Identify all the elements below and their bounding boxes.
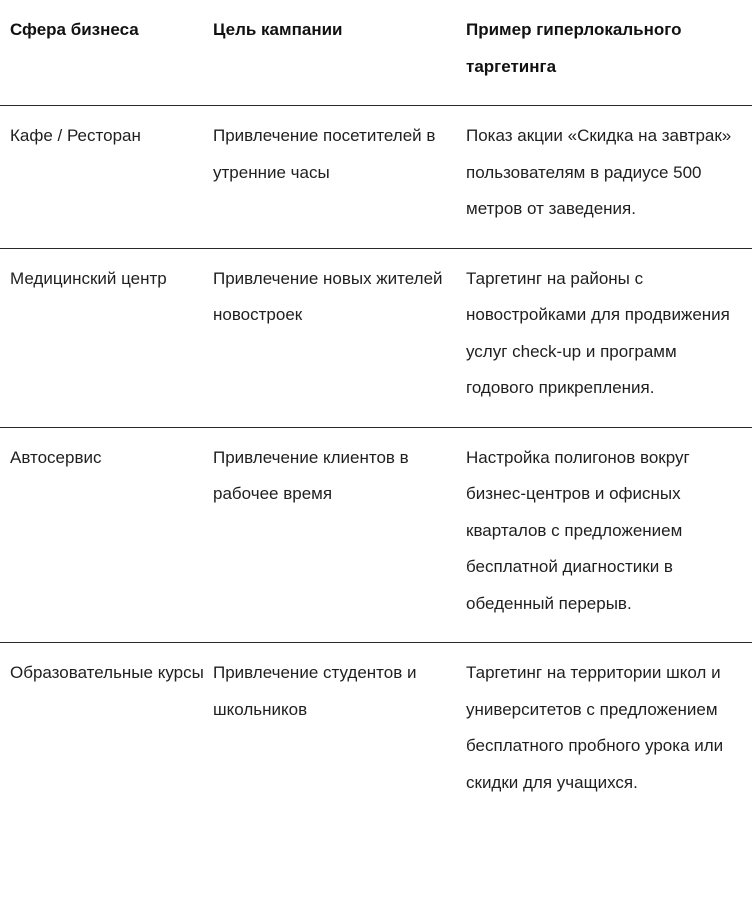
header-goal: Цель кампании bbox=[213, 20, 343, 39]
cell-example: Таргетинг на территории школ и университетов с предложением бесплатного пробного урока или скидки для учащихся. bbox=[466, 663, 724, 792]
table-row bbox=[0, 428, 752, 644]
table-row bbox=[0, 106, 752, 249]
cell-sphere: Автосервис bbox=[10, 447, 102, 467]
header-sphere: Сфера бизнеса bbox=[10, 20, 139, 39]
cell-goal: Привлечение посетителей в утренние часы bbox=[213, 126, 436, 182]
cell-sphere: Медицинский центр bbox=[10, 268, 167, 288]
table-row bbox=[0, 249, 752, 428]
cell-goal: Привлечение студентов и школьников bbox=[213, 663, 417, 719]
table-row bbox=[0, 643, 752, 821]
table-header-row bbox=[0, 0, 752, 106]
cell-sphere: Образовательные курсы bbox=[10, 663, 204, 682]
cell-goal: Привлечение клиентов в рабочее время bbox=[213, 447, 409, 503]
cell-example: Показ акции «Скидка на завтрак» пользователям в радиусе 500 метров от заведения. bbox=[466, 126, 732, 218]
header-example: Пример гиперлокального таргетинга bbox=[466, 20, 682, 76]
cell-sphere: Кафе / Ресторан bbox=[10, 126, 141, 145]
cell-example: Таргетинг на районы с новостройками для продвижения услуг check-up и программ годового прикрепления. bbox=[466, 268, 730, 397]
cell-example: Настройка полигонов вокруг бизнес-центров и офисных кварталов с предложением бесплатной диагностики в обеденный перерыв. bbox=[466, 447, 690, 613]
cell-goal: Привлечение новых жителей новостроек bbox=[213, 268, 443, 324]
